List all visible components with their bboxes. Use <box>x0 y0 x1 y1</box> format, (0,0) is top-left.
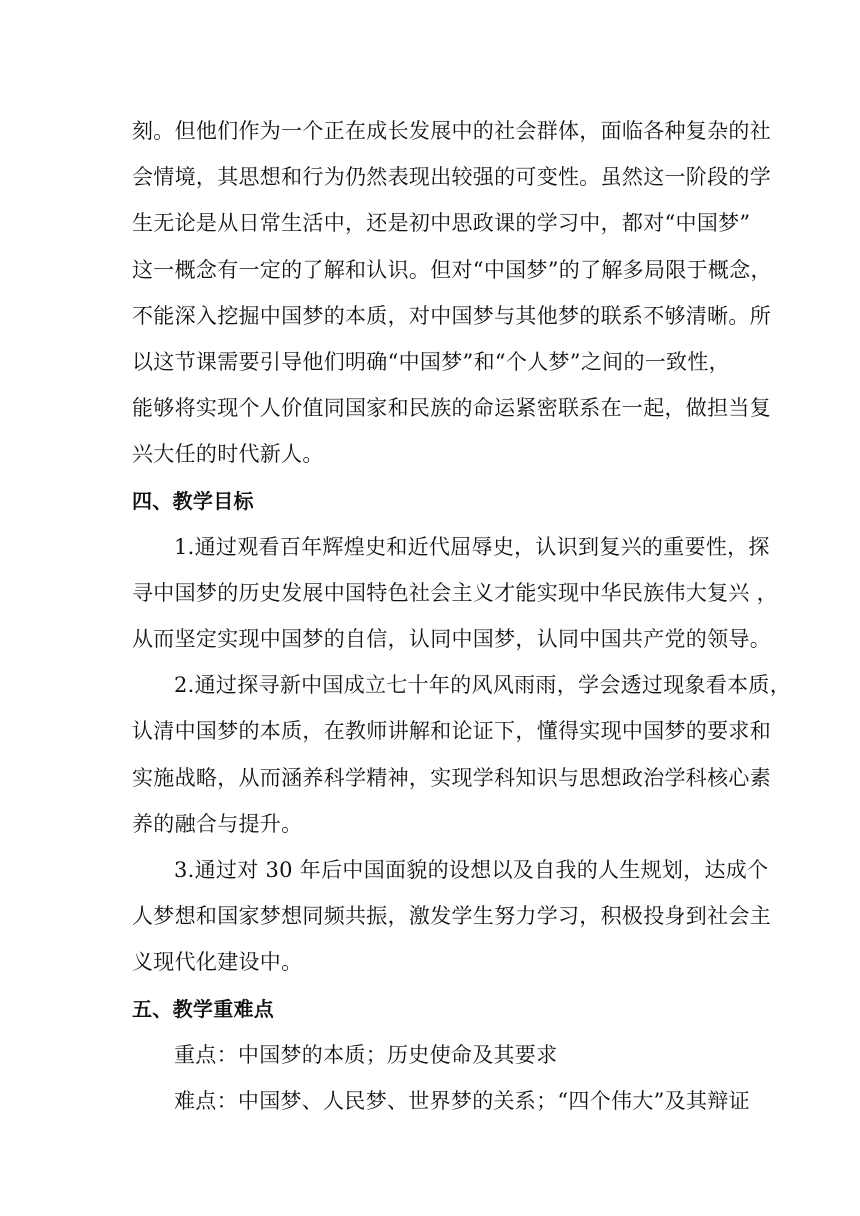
goal-2-line: 实施战略，从而涵养科学精神，实现学科知识与思想政治学科核心素 <box>132 765 771 790</box>
paragraph-line: 以这节课需要引导他们明确“中国梦”和“个人梦”之间的一致性， <box>132 349 730 374</box>
paragraph-line: 生无论是从日常生活中，还是初中思政课的学习中，都对“中国梦” <box>132 211 751 236</box>
paragraph-line: 这一概念有一定的了解和认识。但对“中国梦”的了解多局限于概念， <box>132 257 772 282</box>
goal-3-line: 3.通过对 30 年后中国面貌的设想以及自我的人生规划，达成个 <box>174 858 769 882</box>
document-page <box>132 108 792 1124</box>
section-heading-teaching-goals: 四、教学目标 <box>132 488 254 513</box>
goal-1-line: 1.通过观看百年辉煌史和近代屈辱史，认识到复兴的重要性，探 <box>174 534 770 559</box>
paragraph-line: 不能深入挖掘中国梦的本质，对中国梦与其他梦的联系不够清晰。所 <box>132 303 771 328</box>
paragraph-line: 会情境，其思想和行为仍然表现出较强的可变性。虽然这一阶段的学 <box>132 165 771 190</box>
paragraph-line: 能够将实现个人价值同国家和民族的命运紧密联系在一起，做担当复 <box>132 396 771 421</box>
goal-2-line: 2.通过探寻新中国成立七十年的风风雨雨，学会透过现象看本质， <box>174 673 792 698</box>
goal-3-line: 人梦想和国家梦想同频共振，激发学生努力学习，积极投身到社会主 <box>132 904 771 929</box>
section-heading-key-difficult-points: 五、教学重难点 <box>132 996 275 1021</box>
goal-1-line: 从而坚定实现中国梦的自信，认同中国梦，认同中国共产党的领导。 <box>132 627 771 652</box>
paragraph-line: 兴大任的时代新人。 <box>132 442 324 467</box>
goal-2-line: 养的融合与提升。 <box>132 811 303 836</box>
paragraph-line: 刻。但他们作为一个正在成长发展中的社会群体，面临各种复杂的社 <box>132 119 771 143</box>
key-point-line: 重点：中国梦的本质；历史使命及其要求 <box>174 1042 558 1067</box>
goal-2-line: 认清中国梦的本质，在教师讲解和论证下，懂得实现中国梦的要求和 <box>132 719 771 744</box>
goal-1-line: 寻中国梦的历史发展中国特色社会主义才能实现中华民族伟大复兴 ， <box>132 580 778 605</box>
goal-3-line: 义现代化建设中。 <box>132 950 303 975</box>
difficult-point-line: 难点：中国梦、人民梦、世界梦的关系；“四个伟大”及其辩证 <box>174 1088 750 1113</box>
